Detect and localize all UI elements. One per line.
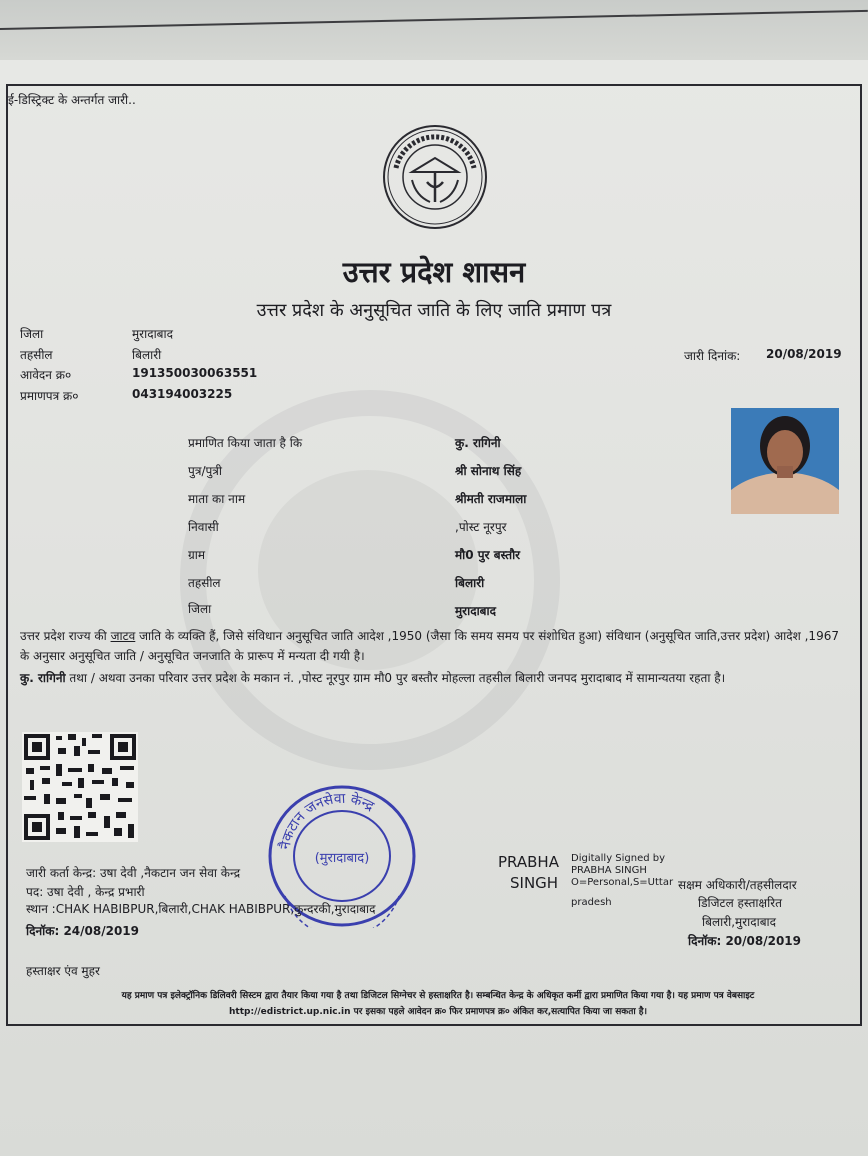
application-number-value: 191350030063551 (132, 366, 258, 380)
district-value: मुरादाबाद (132, 327, 174, 341)
digital-signature-line4: pradesh (571, 897, 612, 908)
header-note: ई-डिस्ट्रिक्ट के अन्तर्गत जारी.. (8, 93, 136, 107)
tehsil-value: बिलारी (132, 348, 162, 362)
caste-declaration-start: उत्तर प्रदेश राज्य की (20, 629, 111, 643)
detail-label-certified: प्रमाणित किया जाता है कि (188, 436, 303, 450)
signer-name-line1: PRABHA (498, 853, 559, 871)
issuer-post: पद: उषा देवी , केन्द्र प्रभारी (26, 885, 145, 899)
residence-text: तथा / अथवा उनका परिवार उत्तर प्रदेश के मकान नं. ,पोस्ट नूरपुर ग्राम मौ0 पुर बस्तौर मोहल्ला तहसील बिलारी जनपद मुरादाबाद में सामान्यतया रहता है। (65, 671, 726, 685)
detail-value-name: कु. रागिनी (455, 436, 501, 450)
issue-date-label: जारी दिनांक: (684, 349, 741, 363)
issuer-date: दिनॉक: 24/08/2019 (26, 924, 140, 938)
digital-signature-line2: PRABHA SINGH (571, 865, 647, 876)
tehsil-label: तहसील (20, 348, 53, 362)
detail-value-village: मौ0 पुर बस्तौर (455, 548, 521, 562)
detail-value-mother: श्रीमती राजमाला (455, 492, 527, 506)
detail-value-district: मुरादाबाद (455, 604, 497, 618)
issuing-center: जारी कर्ता केन्द्र: उषा देवी ,नैकटान जन सेवा केन्द्र (26, 866, 241, 880)
application-number-label: आवेदन क्र० (20, 368, 72, 382)
verification-qr-code (22, 732, 138, 842)
detail-value-resident: ,पोस्ट नूरपुर (455, 520, 507, 534)
footer-line1: यह प्रमाण पत्र इलेक्ट्रॉनिक डिलिवरी सिस्टम द्वारा तैयार किया गया है तथा डिजिटल सिग्नेचर से हस्ताक्षरित है। सम्बन्धित केन्द्र के अधिकृत कर्मी द्वारा प्रमाणित किया गया है। यह प्रमाण पत्र वेबसाइट (121, 991, 755, 1001)
seal-ring-text: नैकटान जनसेवा केन्द्र (277, 790, 377, 851)
caste-declaration-rest: जाति के व्यक्ति हैं, जिसे संविधान अनुसूचित जाति आदेश ,1950 (जैसा कि समय समय पर संशोधित हुआ) संविधान (अनुसूचित जाति,उत्तर प्रदेश) आदेश ,1967 के अनुसार अनुसूचित जाति / अनुसूचित जनजाति के प्रारूप में मन्यता दी गयी है। (20, 629, 839, 663)
certificate-heading: उत्तर प्रदेश शासन (342, 255, 526, 289)
footer-line2: http://edistrict.up.nic.in पर इसका पहले आवेदन क्र० फिर प्रमाणपत्र क्र० अंकित कर,सत्यापित किया जा सकता है। (229, 1007, 647, 1017)
digital-signature-line1: Digitally Signed by (571, 853, 666, 864)
officer-date: दिनॉक: 20/08/2019 (688, 934, 802, 948)
signer-name-line2: SINGH (510, 874, 559, 892)
seal-center-text: (मुरादाबाद) (314, 851, 370, 866)
detail-label-resident: निवासी (188, 520, 219, 534)
issue-place: स्थान :CHAK HABIBPUR,बिलारी,CHAK HABIBPUR,कुन्दरकी,मुरादाबाद (26, 902, 376, 916)
detail-label-parent: पुत्र/पुत्री (188, 464, 223, 478)
certificate-number-value: 043194003225 (132, 387, 233, 401)
detail-label-village: ग्राम (188, 548, 206, 562)
detail-value-tehsil: बिलारी (455, 576, 485, 590)
detail-label-mother: माता का नाम (188, 492, 246, 506)
issue-date-value: 20/08/2019 (766, 347, 842, 361)
up-government-emblem (382, 124, 488, 230)
residence-paragraph (20, 668, 850, 688)
detail-label-district: जिला (188, 602, 212, 616)
residence-applicant-name: कु. रागिनी (20, 671, 66, 685)
caste-name: जाटव (110, 629, 136, 643)
detail-label-tehsil: तहसील (188, 576, 221, 590)
background-sheet (0, 0, 868, 60)
digital-signature-line3: O=Personal,S=Uttar (571, 877, 674, 888)
caste-declaration-paragraph (20, 626, 850, 666)
district-label: जिला (20, 327, 44, 341)
applicant-photo (731, 408, 839, 514)
officer-digital-signed: डिजिटल हस्ताक्षरित (698, 896, 782, 910)
officer-location: बिलारी,मुरादाबाद (702, 915, 777, 929)
detail-value-parent: श्री सोनाथ सिंह (455, 464, 522, 478)
signature-seal-label: हस्ताक्षर एंव मुहर (26, 964, 100, 978)
verification-footer (20, 988, 856, 1020)
officer-title: सक्षम अधिकारी/तहसीलदार (678, 878, 797, 892)
certificate-subtitle: उत्तर प्रदेश के अनुसूचित जाति के लिए जाति प्रमाण पत्र (256, 300, 612, 321)
certificate-number-label: प्रमाणपत्र क्र० (20, 389, 79, 403)
